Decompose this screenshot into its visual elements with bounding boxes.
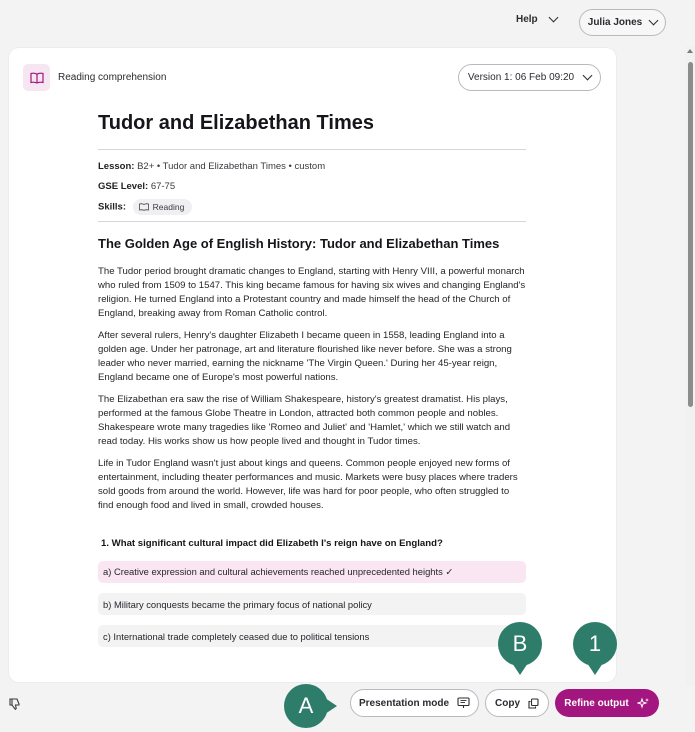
answer-option-label: b) Military conquests became the primary focus of national policy xyxy=(103,598,372,610)
divider xyxy=(98,221,526,222)
skill-chip-label: Reading xyxy=(152,202,185,212)
gse-label: GSE Level: xyxy=(98,181,149,192)
version-selector[interactable] xyxy=(458,64,601,91)
presentation-mode-button[interactable] xyxy=(350,689,479,717)
paragraph: The Tudor period brought dramatic changes to England, starting with Henry VIII, a powerful monarch who ruled from 1509 to 1547. This king became famous for having six wives and changing England's religion. He turned England into a Protestant country and made himself the head of the Church of England, breaking away from Roman Catholic control. xyxy=(98,266,526,319)
skills-meta xyxy=(98,199,526,215)
annotation-marker-b: B xyxy=(498,622,542,666)
copy-button[interactable] xyxy=(485,689,549,717)
chevron-down-icon xyxy=(583,71,593,81)
help-label: Help xyxy=(516,14,538,25)
presentation-icon xyxy=(457,697,470,709)
thumbs-down-icon[interactable] xyxy=(8,697,22,711)
scrollbar-thumb[interactable] xyxy=(688,62,693,407)
answer-option-label: a) Creative expression and cultural achievements reached unprecedented heights ✓ xyxy=(103,566,454,577)
copy-label: Copy xyxy=(495,697,520,709)
user-name: Julia Jones xyxy=(587,17,643,28)
output-card xyxy=(9,48,616,682)
paragraph: After several rulers, Henry's daughter Elizabeth I became queen in 1558, leading England into a golden age. Under her patronage, art and literature flourished like never before. She was a strong leader who never married, earning the nickname 'The Virgin Queen.' During her 45-year reign, England became one of Europe's most powerful nations. xyxy=(98,330,512,383)
version-label: Version 1: 06 Feb 09:20 xyxy=(467,72,575,83)
lesson-label: Lesson: xyxy=(98,161,135,172)
annotation-marker-1: 1 xyxy=(573,622,617,666)
section-title: The Golden Age of English History: Tudor and Elizabethan Times xyxy=(98,236,500,251)
paragraph: The Elizabethan era saw the rise of William Shakespeare, history's greatest dramatist. His plays, performed at the famous Globe Theatre in London, attracted both common people and nobles. Shakespeare wrote many tragedies like 'Romeo and Juliet' and 'Hamlet,' which we still watch and read today. His works show us how people lived and thought in Tudor times. xyxy=(98,394,511,447)
lesson-meta xyxy=(98,161,526,172)
user-menu-button[interactable] xyxy=(579,9,666,36)
question-text: 1. What significant cultural impact did Elizabeth I's reign have on England? xyxy=(101,538,443,549)
gse-meta xyxy=(98,181,526,192)
lesson-value: B2+ • Tudor and Elizabethan Times • custom xyxy=(137,161,326,172)
answer-option[interactable] xyxy=(98,593,526,615)
presentation-mode-label: Presentation mode xyxy=(358,697,450,709)
document-title: Tudor and Elizabethan Times xyxy=(98,112,374,134)
annotation-marker-a: A xyxy=(284,684,328,728)
book-icon xyxy=(23,64,50,91)
copy-icon xyxy=(528,698,539,709)
divider xyxy=(98,149,526,150)
book-icon xyxy=(139,203,149,211)
gse-value: 67-75 xyxy=(150,181,176,192)
answer-option[interactable] xyxy=(98,625,526,647)
sparkle-icon xyxy=(637,697,650,710)
skill-chip xyxy=(133,199,193,215)
chevron-down-icon xyxy=(548,13,558,23)
answer-option-label: c) International trade completely ceased due to political tensions xyxy=(103,630,370,642)
refine-output-button[interactable] xyxy=(555,689,659,717)
output-type-label: Reading comprehension xyxy=(58,72,167,83)
chevron-down-icon xyxy=(649,16,659,26)
document-content xyxy=(98,108,526,647)
refine-output-label: Refine output xyxy=(564,697,629,709)
help-menu[interactable] xyxy=(516,14,557,25)
answer-option[interactable] xyxy=(98,561,526,583)
scroll-up-arrow-icon[interactable] xyxy=(687,49,693,53)
skills-label: Skills: xyxy=(98,201,126,213)
paragraph: Life in Tudor England wasn't just about kings and queens. Common people enjoyed new forms of entertainment, including theater performances and music. Markets were busy places where traders sold goods from around the world. However, life was hard for poor people, who often struggled to find enough food and lived in small, crowded houses. xyxy=(98,458,518,511)
